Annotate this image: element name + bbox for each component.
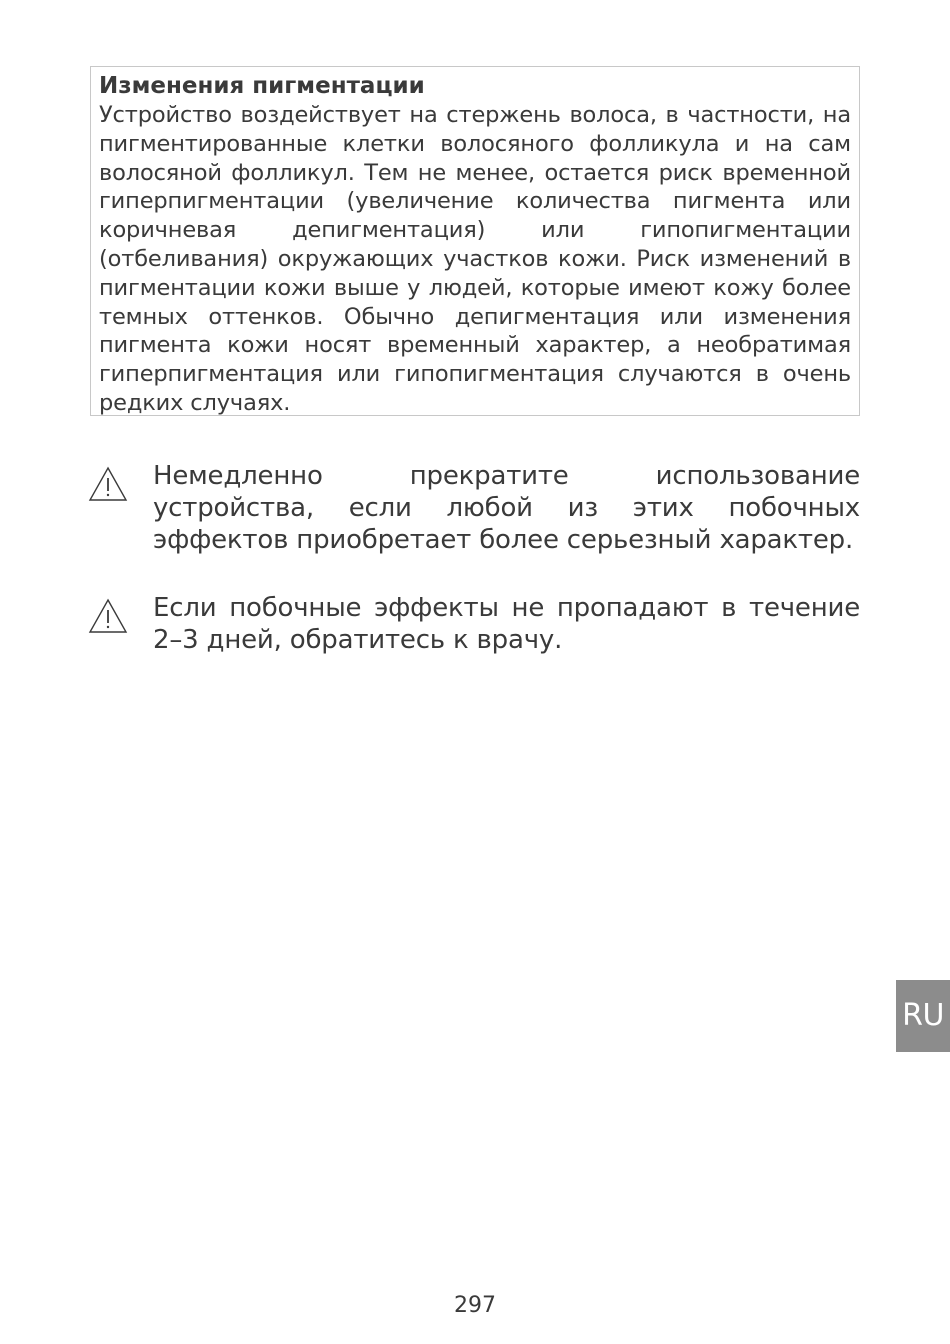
section-body: Устройство воздействует на стержень волоса, в частности, на пигментированные клетки волосяного фолликула и на сам волосяной фолликул. Тем не менее, остается риск временной гиперпигментации (увеличение количества пигмента или коричневая депигментация) или гипопигментации (отбеливания) окружающих участков кожи. Риск изменений в пигментации кожи выше у людей, которые имеют кожу более темных оттенков. Обычно депигментация или изменения пигмента кожи носят временный характер, а необратимая гиперпигментация или гипопигментация случаются в очень редких случаях. — [99, 102, 851, 416]
warning-text: Немедленно прекратите использование устройства, если любой из этих побочных эффектов приобретает более серьезный характер. — [153, 461, 860, 555]
page-number: 297 — [454, 1293, 496, 1318]
warning-stop-use — [88, 460, 860, 556]
warning-triangle-icon — [88, 466, 128, 502]
pigmentation-info-box — [90, 66, 860, 416]
warning-text: Если побочные эффекты не пропадают в течение 2–3 дней, обратитесь к врачу. — [153, 593, 860, 655]
language-tab: RU — [896, 980, 950, 1052]
warning-see-doctor — [88, 592, 860, 656]
warning-triangle-icon — [88, 598, 128, 634]
section-title: Изменения пигментации — [99, 73, 425, 99]
